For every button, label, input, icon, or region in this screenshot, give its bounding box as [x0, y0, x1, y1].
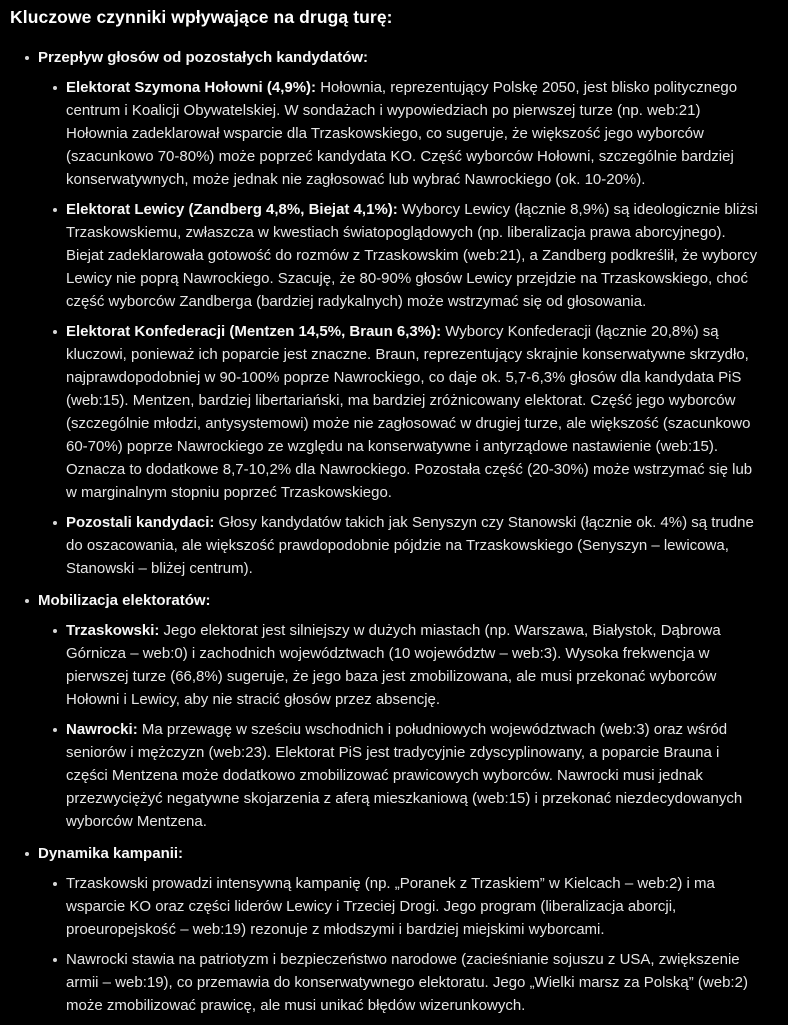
list-item — [66, 718, 760, 833]
sub-list — [38, 619, 760, 833]
group-title: Przepływ głosów od pozostałych kandydatów: — [38, 49, 369, 66]
sub-list — [38, 872, 760, 1017]
sub-list — [38, 76, 760, 580]
item-lead: Elektorat Konfederacji (Mentzen 14,5%, Braun 6,3%): — [66, 323, 442, 340]
item-text: Hołownia, reprezentujący Polskę 2050, jest blisko politycznego centrum i Koalicji Obywatelskiej. W sondażach i wypowiedziach po pierwszej turze (np. web:21) Hołownia zadeklarował wsparcie dla Trzaskowskiego, co sugeruje, że większość jego wyborców (szacunkowo 70-80%) może poprzeć kandydata KO. Część wyborców Hołowni, szczególnie bardziej konserwatywnych, może jednak nie zagłosować lub wybrać Nawrockiego (ok. 10-20%). — [66, 79, 738, 188]
item-text: Ma przewagę w sześciu wschodnich i południowych województwach (web:3) oraz wśród seniorów i mężczyzn (web:23). Elektorat PiS jest tradycyjnie zdyscyplinowany, a poparcie Brauna i części Mentzena może dodatkowo zmobilizować prawicowych wyborców. Nawrocki musi jednak przezwyciężyć negatywne skojarzenia z aferą mieszkaniową (web:15) i przekonać niezdecydowanych wyborców Mentzena. — [66, 721, 743, 830]
group-title: Mobilizacja elektoratów: — [38, 592, 211, 609]
list-item — [66, 619, 760, 711]
list-item — [66, 198, 760, 313]
list-item — [66, 948, 760, 1017]
bullet-list — [10, 46, 760, 1017]
item-text: Wyborcy Konfederacji (łącznie 20,8%) są kluczowi, ponieważ ich poparcie jest znaczne. Braun, reprezentujący skrajnie konserwatywne skrzydło, najprawdopodobniej w 90-100% poprze Nawrockiego, co daje ok. 5,7-6,3% głosów dla kandydata PiS (web:15). Mentzen, bardziej libertariański, ma bardziej zróżnicowany elektorat. Część jego wyborców (szczególnie młodzi, antysystemowi) może nie zagłosować w drugiej turze, ale większość (szacunkowo 60-70%) poprze Nawrockiego ze względu na konserwatywne i antyrządowe nastawienie (web:15). Oznacza to dodatkowe 8,7-10,2% dla Nawrockiego. Pozostała część (20-30%) może wstrzymać się lub w marginalnym stopniu poprzeć Trzaskowskiego. — [66, 323, 753, 501]
item-lead: Trzaskowski: — [66, 622, 160, 639]
item-text: Trzaskowski prowadzi intensywną kampanię (np. „Poranek z Trzaskiem” w Kielcach – web:2) i ma wsparcie KO oraz części liderów Lewicy i Trzeciej Drogi. Jego program (liberalizacja aborcji, proeuropejskość – web:19) rezonuje z młodszymi i bardziej miejskimi wyborcami. — [66, 875, 715, 938]
list-item-group-campaign-dynamics — [38, 842, 760, 1017]
list-item — [66, 872, 760, 941]
list-item-group-vote-flow — [38, 46, 760, 580]
list-item — [66, 511, 760, 580]
item-text: Wyborcy Lewicy (łącznie 8,9%) są ideologicznie bliżsi Trzaskowskiemu, zwłaszcza w kwestiach światopoglądowych (np. liberalizacja prawa aborcyjnego). Biejat zadeklarowała gotowość do rozmów z Trzaskowskim (web:21), a Zandberg podkreślił, że wyborcy Lewicy nie poprą Nawrockiego. Szacuję, że 80-90% głosów Lewicy przejdzie na Trzaskowskiego, choć część wyborców Zandberga (bardziej radykalnych) może wstrzymać się od głosowania. — [66, 201, 758, 310]
page-title: Kluczowe czynniki wpływające na drugą turę: — [10, 7, 393, 27]
item-text: Głosy kandydatów takich jak Senyszyn czy Stanowski (łącznie ok. 4%) są trudne do oszacowania, ale większość prawdopodobnie pójdzie na Trzaskowskiego (Senyszyn – lewicowa, Stanowski – bliżej centrum). — [66, 514, 754, 577]
list-item — [66, 320, 760, 504]
item-text: Jego elektorat jest silniejszy w dużych miastach (np. Warszawa, Białystok, Dąbrowa Górnicza – web:0) i zachodnich województwach (10 województw – web:3). Wysoka frekwencja w pierwszej turze (66,8%) sugeruje, że jego baza jest zmobilizowana, ale musi przekonać wyborców Hołowni i Lewicy, aby nie stracić głosów przez absencję. — [66, 622, 721, 708]
list-item — [66, 76, 760, 191]
item-lead: Nawrocki: — [66, 721, 138, 738]
item-lead: Elektorat Szymona Hołowni (4,9%): — [66, 79, 317, 96]
item-lead: Pozostali kandydaci: — [66, 514, 215, 531]
item-text: Nawrocki stawia na patriotyzm i bezpieczeństwo narodowe (zacieśnianie sojuszu z USA, zwiększenie armii – web:19), co przemawia do konserwatywnego elektoratu. Jego „Wielki marsz za Polską” (web:2) może zmobilizować prawicę, ale musi unikać błędów wizerunkowych. — [66, 951, 748, 1014]
list-item-group-mobilization — [38, 589, 760, 833]
group-title: Dynamika kampanii: — [38, 845, 184, 862]
item-lead: Elektorat Lewicy (Zandberg 4,8%, Biejat 4,1%): — [66, 201, 398, 218]
